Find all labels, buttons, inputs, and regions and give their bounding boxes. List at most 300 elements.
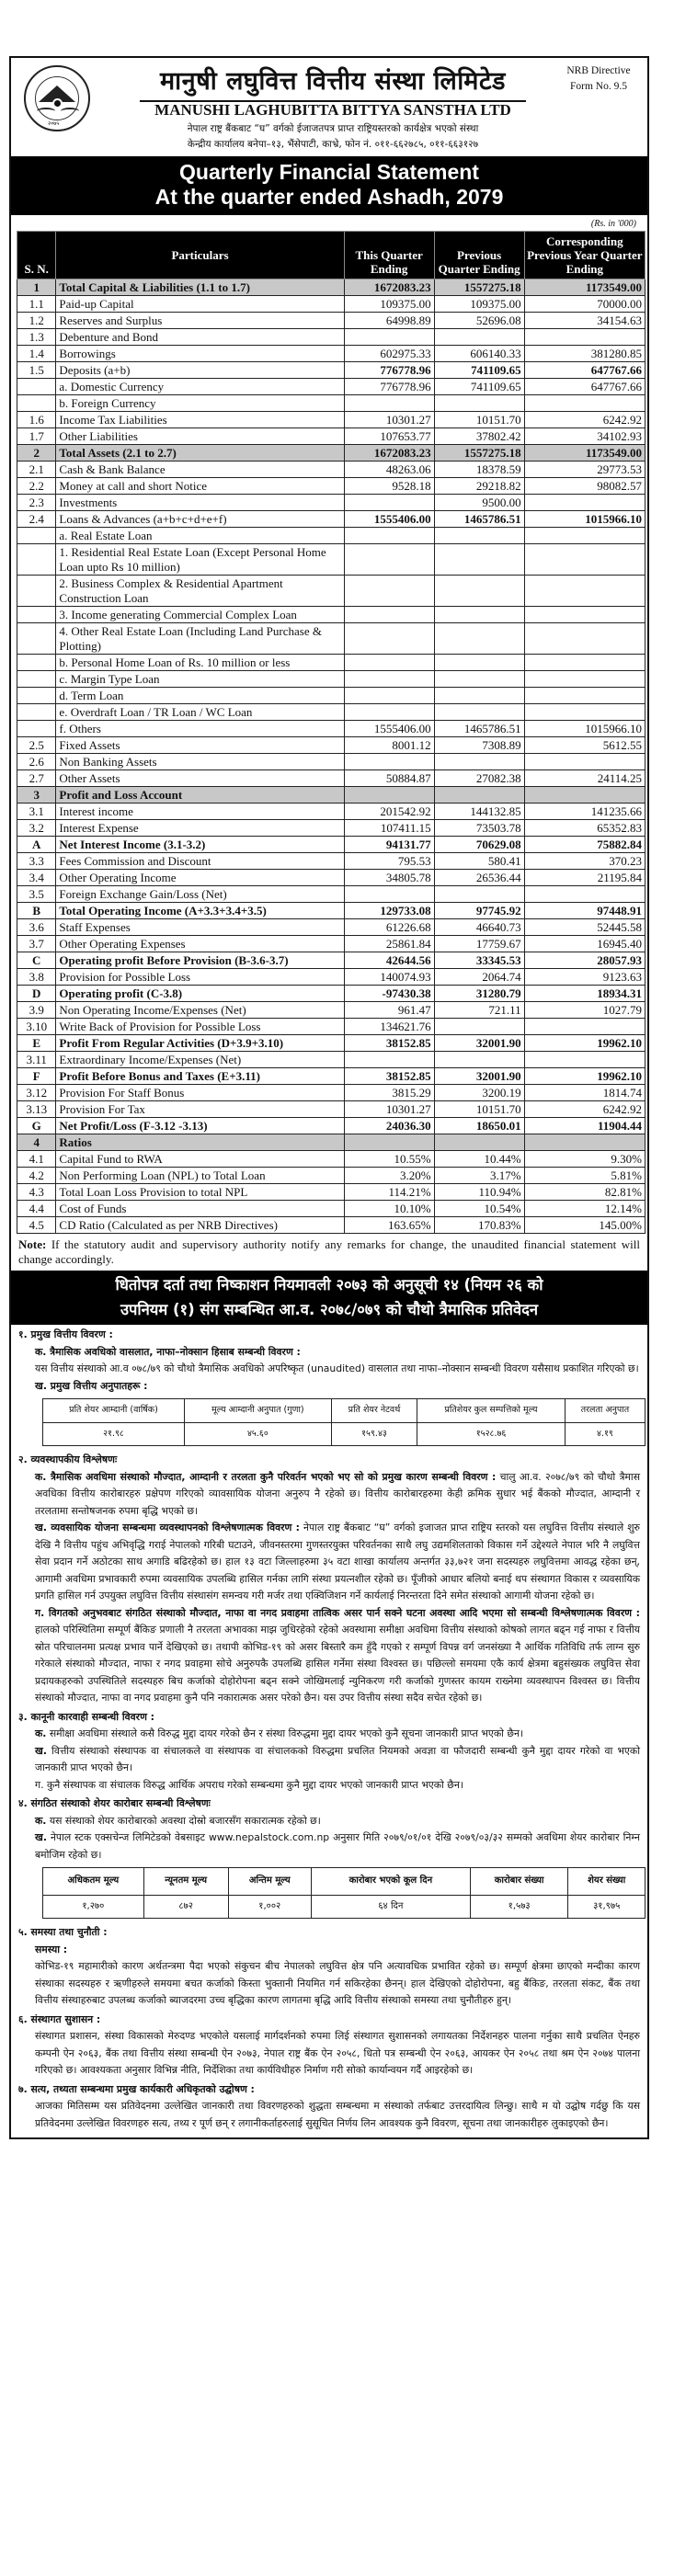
- row-this-quarter: 134621.76: [344, 1019, 434, 1035]
- row-particulars: Total Assets (2.1 to 2.7): [56, 445, 344, 462]
- row-corresponding: 70000.00: [524, 296, 645, 313]
- row-corresponding: 97448.91: [524, 903, 645, 919]
- ratio-value: १५२८.७६: [417, 1422, 566, 1446]
- row-corresponding: [524, 607, 645, 623]
- row-corresponding: 16945.40: [524, 936, 645, 952]
- row-corresponding: 98082.57: [524, 478, 645, 495]
- row-particulars: Provision for Possible Loss: [56, 969, 344, 986]
- ratio-header-row: [43, 1399, 646, 1423]
- table-row: [17, 1101, 646, 1118]
- table-row: [17, 671, 646, 688]
- row-previous-quarter: [434, 607, 524, 623]
- row-corresponding: 19962.10: [524, 1068, 645, 1085]
- note-text: If the statutory audit and supervisory authority notify any remarks for change, the unaudited financial statement will change accordingly.: [18, 1237, 640, 1266]
- row-sn: 1.7: [17, 428, 56, 445]
- row-sn: 3.3: [17, 853, 56, 870]
- row-sn: 1.4: [17, 346, 56, 362]
- row-particulars: Deposits (a+b): [56, 362, 344, 379]
- row-this-quarter: 25861.84: [344, 936, 434, 952]
- section-3-ka-text: समीक्षा अवधिमा संस्थाले कसै विरुद्ध मुद्दा दायर गरेको छैन र संस्था विरुद्धमा मुद्दा दायर भएको कुनै सूचना जानकारी प्राप्त भएको छैन।: [49, 1727, 524, 1739]
- ratio-table: [42, 1398, 646, 1446]
- row-previous-quarter: 580.41: [434, 853, 524, 870]
- row-this-quarter: 64998.89: [344, 313, 434, 329]
- row-this-quarter: 129733.08: [344, 903, 434, 919]
- row-previous-quarter: [434, 1134, 524, 1151]
- row-corresponding: 75882.84: [524, 837, 645, 853]
- ratio-value: १५९.४३: [331, 1422, 417, 1446]
- ratio-value: ४.१९: [565, 1422, 645, 1446]
- row-sn: [17, 576, 56, 607]
- section-3-ga-text: कुनै संस्थापक वा संचालक विरुद्ध आर्थिक अपराध गरेको सम्बन्धमा कुनै मुद्दा दायर भएको जानकारी प्राप्त भएको छैन।: [46, 1778, 463, 1791]
- row-previous-quarter: 46640.73: [434, 919, 524, 936]
- row-this-quarter: 163.65%: [344, 1217, 434, 1234]
- section-problems-challenges: [11, 1922, 647, 2010]
- row-previous-quarter: 1557275.18: [434, 279, 524, 296]
- row-this-quarter: 776778.96: [344, 379, 434, 395]
- table-row: [17, 1002, 646, 1019]
- table-row: [17, 886, 646, 903]
- row-particulars: Operating profit (C-3.8): [56, 986, 344, 1002]
- table-row: [17, 607, 646, 623]
- row-particulars: Extraordinary Income/Expenses (Net): [56, 1052, 344, 1068]
- row-particulars: Provision For Staff Bonus: [56, 1085, 344, 1101]
- row-particulars: Staff Expenses: [56, 919, 344, 936]
- row-particulars: Income Tax Liabilities: [56, 412, 344, 428]
- row-this-quarter: 961.47: [344, 1002, 434, 1019]
- row-particulars: Other Liabilities: [56, 428, 344, 445]
- row-this-quarter: 24036.30: [344, 1118, 434, 1134]
- row-previous-quarter: [434, 576, 524, 607]
- row-previous-quarter: 9500.00: [434, 495, 524, 511]
- share-header: कारोबार भएको कूल दिन: [311, 1868, 470, 1896]
- row-sn: 1.1: [17, 296, 56, 313]
- row-this-quarter: 38152.85: [344, 1035, 434, 1052]
- row-sn: 3.10: [17, 1019, 56, 1035]
- row-corresponding: 21195.84: [524, 870, 645, 886]
- row-this-quarter: [344, 787, 434, 804]
- table-row: [17, 279, 646, 296]
- row-particulars: a. Real Estate Loan: [56, 528, 344, 544]
- row-this-quarter: 50884.87: [344, 770, 434, 787]
- row-sn: F: [17, 1068, 56, 1085]
- directive-line-2: Form No. 9.5: [570, 81, 627, 92]
- row-this-quarter: 776778.96: [344, 362, 434, 379]
- share-header: अन्तिम मूल्य: [228, 1868, 311, 1896]
- row-corresponding: [524, 576, 645, 607]
- logo-year: २०७५: [48, 120, 60, 127]
- section-2-ka-heading: क. त्रैमासिक अवधिमा संस्थाको मौज्दात, आम्दानी र तरलता कुनै परिवर्तन भएको भए सो को प्रमुख कारण सम्बन्धी विवरण :: [35, 1470, 497, 1483]
- row-this-quarter: 602975.33: [344, 346, 434, 362]
- row-particulars: Non Operating Income/Expenses (Net): [56, 1002, 344, 1019]
- row-previous-quarter: 109375.00: [434, 296, 524, 313]
- table-row: [17, 655, 646, 671]
- row-this-quarter: 38152.85: [344, 1068, 434, 1085]
- row-previous-quarter: 37802.42: [434, 428, 524, 445]
- row-previous-quarter: 170.83%: [434, 1217, 524, 1234]
- row-sn: [17, 655, 56, 671]
- row-this-quarter: 109375.00: [344, 296, 434, 313]
- row-previous-quarter: [434, 655, 524, 671]
- table-row: [17, 379, 646, 395]
- row-particulars: Money at call and short Notice: [56, 478, 344, 495]
- row-particulars: CD Ratio (Calculated as per NRB Directives): [56, 1217, 344, 1234]
- row-previous-quarter: [434, 329, 524, 346]
- row-previous-quarter: 3200.19: [434, 1085, 524, 1101]
- row-particulars: Fixed Assets: [56, 737, 344, 754]
- section-3-ka-label: क.: [35, 1727, 47, 1739]
- row-corresponding: 52445.58: [524, 919, 645, 936]
- address-line: केन्द्रीय कार्यालय बनेपा–१३, भैंसेपाटी, काभ्रे, फोन नं. ०११-६६२७८५, ०११-६६३१२७: [187, 139, 479, 150]
- table-row: [17, 1118, 646, 1134]
- row-this-quarter: [344, 495, 434, 511]
- table-row: [17, 428, 646, 445]
- table-row: [17, 1184, 646, 1201]
- row-previous-quarter: 18378.59: [434, 462, 524, 478]
- row-corresponding: 34154.63: [524, 313, 645, 329]
- row-particulars: d. Term Loan: [56, 688, 344, 704]
- row-particulars: Non Banking Assets: [56, 754, 344, 770]
- company-name-nepali: मानुषी लघुवित्त वित्तीय संस्था लिमिटेड: [140, 63, 526, 102]
- col-previous-quarter: Previous Quarter Ending: [434, 232, 524, 279]
- row-particulars: Total Capital & Liabilities (1.1 to 1.7): [56, 279, 344, 296]
- table-row: [17, 737, 646, 754]
- row-sn: 3.13: [17, 1101, 56, 1118]
- row-this-quarter: [344, 623, 434, 655]
- row-sn: 3.7: [17, 936, 56, 952]
- row-previous-quarter: 29218.82: [434, 478, 524, 495]
- row-corresponding: 11904.44: [524, 1118, 645, 1134]
- row-sn: 2.3: [17, 495, 56, 511]
- row-corresponding: 6242.92: [524, 412, 645, 428]
- statement-title: Quarterly Financial Statement: [179, 160, 479, 184]
- table-row: [17, 820, 646, 837]
- table-row: [17, 969, 646, 986]
- report-title-line-2: उपनियम (१) संग सम्बन्धित आ.व. २०७८/०७९ को चौथो त्रैमासिक प्रतिवेदन: [120, 1301, 539, 1318]
- row-previous-quarter: [434, 688, 524, 704]
- row-sn: 1.5: [17, 362, 56, 379]
- section-2-heading: २. व्यवस्थापकीय विश्लेषणः: [18, 1453, 118, 1465]
- row-this-quarter: [344, 688, 434, 704]
- row-sn: [17, 688, 56, 704]
- row-corresponding: 145.00%: [524, 1217, 645, 1234]
- row-previous-quarter: [434, 704, 524, 721]
- row-sn: E: [17, 1035, 56, 1052]
- row-particulars: c. Margin Type Loan: [56, 671, 344, 688]
- row-sn: [17, 544, 56, 576]
- table-row: [17, 478, 646, 495]
- row-previous-quarter: [434, 1052, 524, 1068]
- row-corresponding: [524, 655, 645, 671]
- row-corresponding: 12.14%: [524, 1201, 645, 1217]
- row-previous-quarter: 3.17%: [434, 1168, 524, 1184]
- row-sn: [17, 704, 56, 721]
- company-name-english: MANUSHI LAGHUBITTA BITTYA SANSTHA LTD: [154, 101, 511, 119]
- row-previous-quarter: 1465786.51: [434, 511, 524, 528]
- ratio-header: प्रति शेयर आम्दानी (वार्षिक): [43, 1399, 185, 1423]
- row-this-quarter: 107411.15: [344, 820, 434, 837]
- row-particulars: Total Loan Loss Provision to total NPL: [56, 1184, 344, 1201]
- row-corresponding: [524, 1052, 645, 1068]
- table-row: [17, 1134, 646, 1151]
- section-legal-action: [11, 1707, 647, 1795]
- row-sn: 2: [17, 445, 56, 462]
- row-this-quarter: [344, 395, 434, 412]
- section-6-heading: ६. संस्थागत सुशासन :: [18, 2012, 101, 2025]
- row-previous-quarter: 2064.74: [434, 969, 524, 986]
- row-particulars: Capital Fund to RWA: [56, 1151, 344, 1168]
- row-particulars: Other Operating Income: [56, 870, 344, 886]
- row-corresponding: 9.30%: [524, 1151, 645, 1168]
- row-corresponding: 28057.93: [524, 952, 645, 969]
- col-this-quarter: This Quarter Ending: [344, 232, 434, 279]
- row-previous-quarter: 741109.65: [434, 379, 524, 395]
- financial-table-body: [17, 279, 646, 1234]
- row-particulars: Cost of Funds: [56, 1201, 344, 1217]
- row-this-quarter: [344, 329, 434, 346]
- row-sn: 1.2: [17, 313, 56, 329]
- row-previous-quarter: 70629.08: [434, 837, 524, 853]
- row-sn: 4.3: [17, 1184, 56, 1201]
- col-sn: S. N.: [17, 232, 56, 279]
- table-row: [17, 870, 646, 886]
- section-3-heading: ३. कानूनी कारवाही सम्बन्धी विवरण :: [18, 1710, 154, 1723]
- row-corresponding: [524, 544, 645, 576]
- ratio-header: मूल्य आम्दानी अनुपात (गुणा): [184, 1399, 331, 1423]
- section-1-ka-heading: क. त्रैमासिक अवधिको वासलात, नाफा–नोक्सान हिसाब सम्बन्धी विवरण :: [35, 1345, 301, 1358]
- row-previous-quarter: 32001.90: [434, 1068, 524, 1085]
- row-corresponding: [524, 886, 645, 903]
- row-corresponding: [524, 671, 645, 688]
- section-1-heading: १. प्रमुख वित्तीय विवरण :: [18, 1328, 113, 1340]
- table-row: [17, 296, 646, 313]
- row-particulars: Investments: [56, 495, 344, 511]
- row-corresponding: 82.81%: [524, 1184, 645, 1201]
- row-sn: 3.1: [17, 804, 56, 820]
- row-this-quarter: 1672083.23: [344, 445, 434, 462]
- table-row: [17, 313, 646, 329]
- section-financial-details: [11, 1325, 647, 1446]
- table-row: [17, 1168, 646, 1184]
- table-row: [17, 704, 646, 721]
- table-row: [17, 362, 646, 379]
- row-this-quarter: 10301.27: [344, 412, 434, 428]
- row-sn: B: [17, 903, 56, 919]
- table-row: [17, 721, 646, 737]
- row-corresponding: [524, 688, 645, 704]
- row-corresponding: 1015966.10: [524, 511, 645, 528]
- row-particulars: Ratios: [56, 1134, 344, 1151]
- row-particulars: Total Operating Income (A+3.3+3.4+3.5): [56, 903, 344, 919]
- directive-line-1: NRB Directive: [566, 65, 631, 76]
- row-corresponding: 29773.53: [524, 462, 645, 478]
- row-this-quarter: [344, 544, 434, 576]
- section-ceo-declaration: [11, 2080, 647, 2138]
- row-previous-quarter: 741109.65: [434, 362, 524, 379]
- table-row: [17, 544, 646, 576]
- row-this-quarter: [344, 607, 434, 623]
- row-previous-quarter: [434, 886, 524, 903]
- row-this-quarter: 114.21%: [344, 1184, 434, 1201]
- row-particulars: Profit Before Bonus and Taxes (E+3.11): [56, 1068, 344, 1085]
- table-row: [17, 754, 646, 770]
- section-2-ga-heading: ग. विगतको अनुभवबाट संगठित संस्थाको मौज्दात, नाफा वा नगद प्रवाहमा तात्विक असर पार्न सक्ने घटना अवस्था आदि भएमा सो सम्बन्धी विश्लेषणात्मक विवरण :: [35, 1606, 640, 1619]
- row-this-quarter: 10.10%: [344, 1201, 434, 1217]
- table-row: [17, 495, 646, 511]
- row-corresponding: 24114.25: [524, 770, 645, 787]
- row-this-quarter: 201542.92: [344, 804, 434, 820]
- row-this-quarter: 3815.29: [344, 1085, 434, 1101]
- row-corresponding: 5.81%: [524, 1168, 645, 1184]
- row-this-quarter: 3.20%: [344, 1168, 434, 1184]
- share-value: ८७२: [143, 1895, 228, 1919]
- table-row: [17, 1201, 646, 1217]
- row-previous-quarter: [434, 671, 524, 688]
- row-this-quarter: 42644.56: [344, 952, 434, 969]
- row-this-quarter: 795.53: [344, 853, 434, 870]
- row-previous-quarter: 26536.44: [434, 870, 524, 886]
- nrb-directive: [557, 63, 640, 95]
- statement-period: At the quarter ended Ashadh, 2079: [154, 185, 504, 209]
- table-row: [17, 837, 646, 853]
- table-row: [17, 936, 646, 952]
- note-label: Note:: [18, 1237, 47, 1251]
- row-previous-quarter: 31280.79: [434, 986, 524, 1002]
- ratio-value: ४५.६०: [184, 1422, 331, 1446]
- row-particulars: Loans & Advances (a+b+c+d+e+f): [56, 511, 344, 528]
- section-management-analysis: [11, 1450, 647, 1707]
- row-particulars: Interest Expense: [56, 820, 344, 837]
- report-title-line-1: धितोपत्र दर्ता तथा निष्काशन नियमावली २०७३ को अनुसूची १४ (नियम २६ को: [115, 1276, 543, 1294]
- table-row: [17, 986, 646, 1002]
- row-this-quarter: [344, 528, 434, 544]
- row-previous-quarter: [434, 787, 524, 804]
- section-4-ka-text: यस संस्थाको शेयर कारोबारको अवस्था दोस्रो बजारसँग सकारात्मक रहेको छ।: [46, 1814, 321, 1827]
- row-corresponding: [524, 704, 645, 721]
- row-sn: [17, 379, 56, 395]
- row-corresponding: [524, 395, 645, 412]
- table-row: [17, 903, 646, 919]
- row-this-quarter: [344, 754, 434, 770]
- table-row: [17, 787, 646, 804]
- row-this-quarter: 140074.93: [344, 969, 434, 986]
- section-4-ka-label: क.: [35, 1814, 47, 1827]
- row-previous-quarter: 606140.33: [434, 346, 524, 362]
- row-particulars: 2. Business Complex & Residential Apartment Construction Loan: [56, 576, 344, 607]
- row-this-quarter: [344, 671, 434, 688]
- table-row: [17, 853, 646, 870]
- row-particulars: Cash & Bank Balance: [56, 462, 344, 478]
- row-previous-quarter: [434, 528, 524, 544]
- row-sn: 2.1: [17, 462, 56, 478]
- row-sn: 2.6: [17, 754, 56, 770]
- share-header: कारोबार संख्या: [470, 1868, 568, 1896]
- table-row: [17, 623, 646, 655]
- share-header: न्यूनतम मूल्य: [143, 1868, 228, 1896]
- row-sn: 4: [17, 1134, 56, 1151]
- row-corresponding: 647767.66: [524, 379, 645, 395]
- section-7-heading: ७. सत्य, तथ्यता सम्बन्धमा प्रमुख कार्यकारी अधिकृतको उद्घोषण :: [18, 2082, 255, 2095]
- row-this-quarter: 107653.77: [344, 428, 434, 445]
- row-this-quarter: [344, 655, 434, 671]
- row-corresponding: [524, 528, 645, 544]
- row-particulars: Other Operating Expenses: [56, 936, 344, 952]
- row-this-quarter: 1555406.00: [344, 721, 434, 737]
- row-sn: 1.6: [17, 412, 56, 428]
- row-previous-quarter: 10151.70: [434, 412, 524, 428]
- row-previous-quarter: [434, 1019, 524, 1035]
- audit-note: [11, 1234, 647, 1271]
- row-sn: 2.7: [17, 770, 56, 787]
- table-row: [17, 1068, 646, 1085]
- table-row: [17, 952, 646, 969]
- col-corresponding: Corresponding Previous Year Quarter Ending: [524, 232, 645, 279]
- row-this-quarter: [344, 886, 434, 903]
- row-this-quarter: -97430.38: [344, 986, 434, 1002]
- table-header-row: [17, 232, 646, 279]
- share-value: १,२७०: [43, 1895, 144, 1919]
- report-title-banner: [11, 1271, 647, 1325]
- ratio-header: तरलता अनुपात: [565, 1399, 645, 1423]
- share-header: शेयर संख्या: [568, 1868, 646, 1896]
- license-line: नेपाल राष्ट्र बैंकबाट “घ” वर्गको ईजाजतपत्र प्राप्त राष्ट्रियस्तरको कार्यक्षेत्र भएको संस्था: [187, 123, 479, 134]
- ratio-header: प्रतिशेयर कुल सम्पत्तिको मूल्य: [417, 1399, 566, 1423]
- row-corresponding: 65352.83: [524, 820, 645, 837]
- row-previous-quarter: [434, 754, 524, 770]
- ratio-value-row: [43, 1422, 646, 1446]
- row-sn: [17, 623, 56, 655]
- section-1-kha-heading: ख. प्रमुख वित्तीय अनुपातहरू :: [35, 1379, 148, 1392]
- row-sn: 3.8: [17, 969, 56, 986]
- row-this-quarter: 34805.78: [344, 870, 434, 886]
- row-corresponding: 34102.93: [524, 428, 645, 445]
- row-particulars: Profit From Regular Activities (D+3.9+3.10): [56, 1035, 344, 1052]
- row-sn: 3: [17, 787, 56, 804]
- row-particulars: Net Interest Income (3.1-3.2): [56, 837, 344, 853]
- table-row: [17, 919, 646, 936]
- row-previous-quarter: [434, 544, 524, 576]
- row-sn: 1.3: [17, 329, 56, 346]
- row-corresponding: 141235.66: [524, 804, 645, 820]
- row-particulars: f. Others: [56, 721, 344, 737]
- table-row: [17, 329, 646, 346]
- share-header: अधिकतम मूल्य: [43, 1868, 144, 1896]
- section-2-kha-text: नेपाल राष्ट्र बैंकबाट “घ” वर्गको इजाजत प्राप्त राष्ट्रिय स्तरको यस लघुवित्त वित्तीय संस्थाले शुरु देखि नै वित्तीय पहुंच अभिवृद्धि गराई नेपालको गरिबी घटाउने, जीवनस्तरमा गुणस्तरयुक्त परिवर्तनका साथै लघु उद्यमशिलताको विकास गर्ने उद्देश्यले नेपाल भरि नै लघुवित्त सेवा प्रदान गर्ने अठोटका साथ अगाडि बढिरहेको छ। हाल १३ वटा जिल्लाहरुमा ३५ वटा शाखा कार्यालय अन्तर्गत ३३,७२१ जना सदस्यहरु लघुवित्तमा आवद्ध रहेका छन्, आगामी अवधिमा प्रभावकारी रुपमा व्यवसायिक उपलब्धि हासिल गर्नका लागि संस्था प्रयत्नशील रहेको छ। पूँजीको आधार बलियो बनाई थप संस्थागत विकास र व्यवसायिक प्रगति हासिल गर्न उपयुक्त लघुवित्त वित्तीय संस्थासंग समन्वय गरी मर्जर तथा एक्विजिशन गर्ने कार्यलाई निरन्तरता दिने समेत संस्थाको आगामी योजना रहेको छ।: [35, 1522, 640, 1601]
- row-previous-quarter: 144132.85: [434, 804, 524, 820]
- row-previous-quarter: 1557275.18: [434, 445, 524, 462]
- share-value: १,५७३: [470, 1895, 568, 1919]
- section-4-kha-text: नेपाल स्टक एक्सचेन्ज लिमिटेडको वेबसाइट www.nepalstock.com.np अनुसार मिति २०७९/०१/०१ देखि २०७९/०३/३२ सम्मको अवधिमा शेयर कारोबार निम्न बमोजिम रहेको छ।: [35, 1831, 640, 1861]
- row-particulars: Interest income: [56, 804, 344, 820]
- ratio-value: २१.९८: [43, 1422, 185, 1446]
- row-previous-quarter: 7308.89: [434, 737, 524, 754]
- table-row: [17, 1217, 646, 1234]
- share-trading-table: [42, 1867, 646, 1919]
- row-this-quarter: 10.55%: [344, 1151, 434, 1168]
- financial-table: [17, 231, 646, 1234]
- row-previous-quarter: 27082.38: [434, 770, 524, 787]
- section-4-heading: ४. संगठित संस्थाको शेयर कारोबार सम्बन्धी विश्लेषणः: [18, 1797, 211, 1809]
- section-2-ga-text: हालको परिस्थितिमा सम्पूर्ण बैंकिङ प्रणाली नै तरलता अभावका माझ जुधिरहेको रहेको अवस्थामा समीक्षा अवधिमा वित्तीय संस्थाको कोषको लागत बढ्न गई नाफा र वित्तीय स्रोत परिचालनमा प्रत्यक्ष प्रभाव पार्ने देखिएको छ। तथापी कोभिड-१९ को असर बिस्तारै कम हुँदै गएको र सम्पूर्ण विपन्न वर्ग जनसंख्या नै आर्थिक गतिविधि तर्फ लाग्न सुरु गरेकाले संस्थाको मौज्दात, नाफा र नगद प्रवाहमा सोचे अनुरुपकै उपलब्धि हासिल गर्नेमा संस्था विश्वस्त छ। पछिल्लो समयमा एकै कार्य क्षेत्रमा बहुसंख्यक लघुवित्त सेवा प्रदायकहरुको उपस्थितिले सदस्यहरु बिच कर्जाको दोहोरोपना बढ्न सक्ने जोखिमलाई न्युनिकरण गरी कर्जाको गुणस्तर कायम राख्नेमा व्यवस्थापन विश्वस्त छ। वित्तीय संस्थाको मौज्दात, नाफा वा नगद प्रवाहमा कुनै पनि नकारात्मक असर परेको छैन। यस उपर वित्तीय संस्था सदैव सचेत रहेको छ।: [35, 1624, 640, 1704]
- section-governance: [11, 2010, 647, 2080]
- row-corresponding: [524, 1019, 645, 1035]
- row-corresponding: 18934.31: [524, 986, 645, 1002]
- row-this-quarter: 8001.12: [344, 737, 434, 754]
- row-previous-quarter: 32001.90: [434, 1035, 524, 1052]
- table-row: [17, 511, 646, 528]
- table-row: [17, 770, 646, 787]
- row-corresponding: 1814.74: [524, 1085, 645, 1101]
- row-this-quarter: [344, 1052, 434, 1068]
